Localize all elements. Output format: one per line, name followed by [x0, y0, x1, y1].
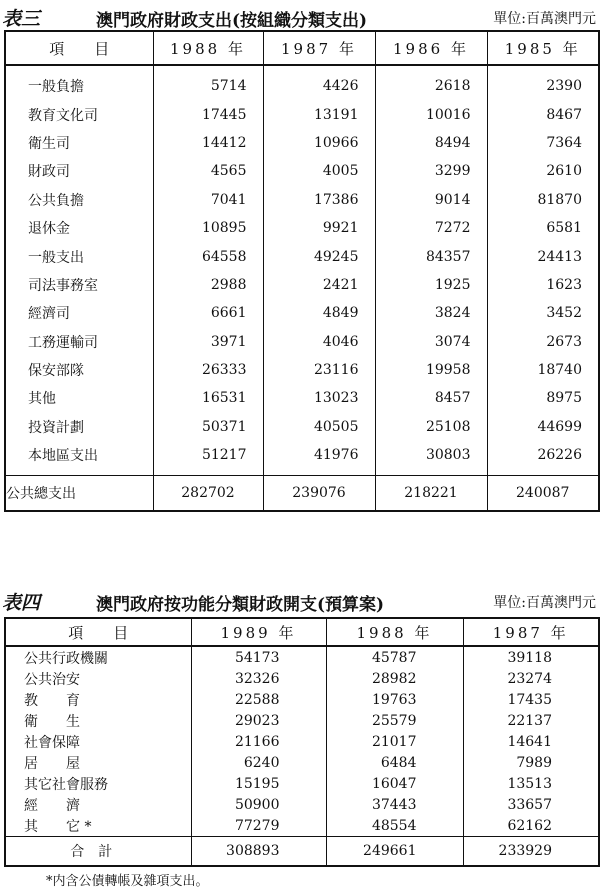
value-cell: 5714: [153, 65, 263, 100]
table-row: [5, 752, 599, 773]
value-cell: 3824: [375, 299, 487, 327]
value-cell: 6581: [487, 214, 599, 242]
value-cell: 19763: [326, 689, 463, 710]
value-cell: 14412: [153, 129, 263, 157]
total-value: 233929: [463, 837, 599, 867]
value-cell: 2610: [487, 157, 599, 185]
value-cell: 62162: [463, 815, 599, 837]
value-cell: 39118: [463, 646, 599, 668]
table3-header: [0, 4, 604, 30]
table-row: [5, 242, 599, 270]
table4-header: [0, 588, 604, 614]
value-cell: 29023: [191, 710, 326, 731]
table-row: [5, 214, 599, 242]
column-header-year: 1988 年: [153, 31, 263, 65]
value-cell: 8457: [375, 384, 487, 412]
table3-label: 表三: [2, 8, 41, 30]
table-body: [5, 65, 599, 476]
table-row: [5, 129, 599, 157]
row-label: 保安部隊: [28, 363, 84, 380]
column-header-year: 1988 年: [326, 618, 463, 646]
value-cell: 22137: [463, 710, 599, 731]
row-label: 經濟司: [28, 306, 70, 323]
table-row: [5, 157, 599, 185]
column-header-item: 項 目: [5, 31, 153, 65]
value-cell: 26226: [487, 441, 599, 476]
value-cell: 3452: [487, 299, 599, 327]
value-cell: 25108: [375, 413, 487, 441]
value-cell: 77279: [191, 815, 326, 837]
total-label: 合計: [5, 837, 191, 867]
total-label: 公共總支出: [5, 476, 153, 512]
value-cell: 7989: [463, 752, 599, 773]
value-cell: 26333: [153, 356, 263, 384]
value-cell: 28982: [326, 668, 463, 689]
value-cell: 10016: [375, 100, 487, 128]
value-cell: 8494: [375, 129, 487, 157]
value-cell: 14641: [463, 731, 599, 752]
table-row: [5, 65, 599, 100]
value-cell: 2390: [487, 65, 599, 100]
value-cell: 45787: [326, 646, 463, 668]
value-cell: 33657: [463, 794, 599, 815]
table-row: [5, 794, 599, 815]
value-cell: 24413: [487, 242, 599, 270]
row-label: 一般負擔: [28, 79, 84, 96]
row-label: 財政司: [28, 164, 70, 181]
value-cell: 7272: [375, 214, 487, 242]
table-row: [5, 668, 599, 689]
row-label: 司法事務室: [28, 277, 98, 294]
value-cell: 3074: [375, 328, 487, 356]
value-cell: 10895: [153, 214, 263, 242]
total-value: 239076: [263, 476, 375, 512]
value-cell: 16531: [153, 384, 263, 412]
value-cell: 10966: [263, 129, 375, 157]
value-cell: 7041: [153, 186, 263, 214]
value-cell: 54173: [191, 646, 326, 668]
table-row: [5, 100, 599, 128]
column-header-year: 1986 年: [375, 31, 487, 65]
row-label: 其他: [28, 391, 56, 408]
row-label: 公共負擔: [28, 192, 84, 209]
value-cell: 81870: [487, 186, 599, 214]
value-cell: 7364: [487, 129, 599, 157]
table4-label: 表四: [2, 592, 41, 614]
table-row: [5, 689, 599, 710]
value-cell: 19958: [375, 356, 487, 384]
table-row: [5, 356, 599, 384]
table4-title: 澳門政府按功能分類財政開支(預算案): [96, 595, 385, 615]
column-header-year: 1987 年: [263, 31, 375, 65]
table-row: [5, 384, 599, 412]
value-cell: 2618: [375, 65, 487, 100]
value-cell: 2421: [263, 271, 375, 299]
table-row: [5, 328, 599, 356]
row-label: 本地區支出: [28, 448, 98, 465]
value-cell: 17435: [463, 689, 599, 710]
value-cell: 22588: [191, 689, 326, 710]
column-header-year: 1985 年: [487, 31, 599, 65]
row-label: 經 濟: [24, 797, 80, 814]
value-cell: 2673: [487, 328, 599, 356]
table-header-row: [5, 31, 599, 65]
total-value: 218221: [375, 476, 487, 512]
table4-unit: 單位:百萬澳門元: [493, 595, 596, 611]
total-value: 308893: [191, 837, 326, 867]
table-header-row: [5, 618, 599, 646]
row-label: 一般支出: [28, 249, 84, 266]
value-cell: 9921: [263, 214, 375, 242]
value-cell: 17445: [153, 100, 263, 128]
value-cell: 13191: [263, 100, 375, 128]
table-row: [5, 646, 599, 668]
total-value: 282702: [153, 476, 263, 512]
value-cell: 3971: [153, 328, 263, 356]
row-label: 其它社會服務: [24, 776, 108, 793]
expenditure-by-organization-table: [4, 30, 600, 512]
table-row: [5, 731, 599, 752]
expenditure-by-function-table: [4, 617, 600, 867]
value-cell: 50371: [153, 413, 263, 441]
value-cell: 84357: [375, 242, 487, 270]
column-header-year: 1987 年: [463, 618, 599, 646]
column-header-item: 項 目: [5, 618, 191, 646]
row-label: 居 屋: [24, 755, 80, 772]
value-cell: 23274: [463, 668, 599, 689]
total-value: 240087: [487, 476, 599, 512]
row-label: 衛生司: [28, 135, 70, 152]
row-label: 退休金: [28, 221, 70, 238]
value-cell: 32326: [191, 668, 326, 689]
value-cell: 13513: [463, 773, 599, 794]
table-row: [5, 710, 599, 731]
value-cell: 40505: [263, 413, 375, 441]
value-cell: 51217: [153, 441, 263, 476]
table-body: [5, 646, 599, 837]
value-cell: 18740: [487, 356, 599, 384]
table3-title: 澳門政府財政支出(按組織分類支出): [96, 11, 368, 31]
total-row: [5, 837, 599, 867]
value-cell: 15195: [191, 773, 326, 794]
value-cell: 9014: [375, 186, 487, 214]
value-cell: 48554: [326, 815, 463, 837]
value-cell: 6484: [326, 752, 463, 773]
value-cell: 25579: [326, 710, 463, 731]
table-row: [5, 271, 599, 299]
value-cell: 17386: [263, 186, 375, 214]
value-cell: 30803: [375, 441, 487, 476]
row-label: 其 它 *: [24, 818, 92, 835]
row-label: 社會保障: [24, 734, 80, 751]
table-row: [5, 815, 599, 837]
value-cell: 6240: [191, 752, 326, 773]
table-row: [5, 413, 599, 441]
row-label: 教 育: [24, 692, 80, 709]
table3-unit: 單位:百萬澳門元: [493, 11, 596, 27]
value-cell: 44699: [487, 413, 599, 441]
row-label: 公共行政機關: [24, 650, 108, 667]
footnote: *内含公債轉帳及雜項支出。: [46, 874, 209, 889]
value-cell: 8975: [487, 384, 599, 412]
table-row: [5, 773, 599, 794]
table-row: [5, 186, 599, 214]
value-cell: 1623: [487, 271, 599, 299]
column-header-year: 1989 年: [191, 618, 326, 646]
total-value: 249661: [326, 837, 463, 867]
value-cell: 4849: [263, 299, 375, 327]
row-label: 衛 生: [24, 713, 80, 730]
value-cell: 13023: [263, 384, 375, 412]
value-cell: 64558: [153, 242, 263, 270]
value-cell: 2988: [153, 271, 263, 299]
row-label: 工務運輸司: [28, 334, 98, 351]
value-cell: 4565: [153, 157, 263, 185]
value-cell: 4046: [263, 328, 375, 356]
value-cell: 4426: [263, 65, 375, 100]
row-label: 投資計劃: [28, 419, 84, 436]
value-cell: 16047: [326, 773, 463, 794]
total-row: [5, 476, 599, 512]
value-cell: 8467: [487, 100, 599, 128]
value-cell: 21166: [191, 731, 326, 752]
value-cell: 1925: [375, 271, 487, 299]
value-cell: 41976: [263, 441, 375, 476]
table-row: [5, 299, 599, 327]
value-cell: 49245: [263, 242, 375, 270]
row-label: 公共治安: [24, 671, 80, 688]
row-label: 教育文化司: [28, 107, 98, 124]
value-cell: 3299: [375, 157, 487, 185]
table-row: [5, 441, 599, 476]
value-cell: 50900: [191, 794, 326, 815]
value-cell: 37443: [326, 794, 463, 815]
value-cell: 21017: [326, 731, 463, 752]
value-cell: 23116: [263, 356, 375, 384]
value-cell: 6661: [153, 299, 263, 327]
value-cell: 4005: [263, 157, 375, 185]
